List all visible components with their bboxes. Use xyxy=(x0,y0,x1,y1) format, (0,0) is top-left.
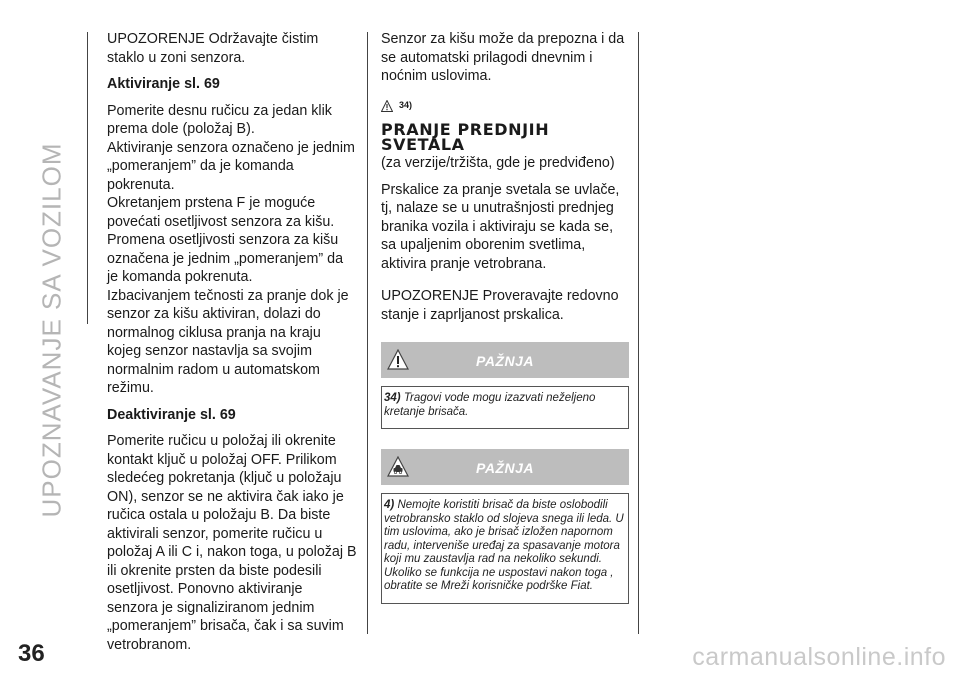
heading-deactivation: Deaktiviranje sl. 69 xyxy=(107,406,236,423)
paragraph: Pomerite desnu ručicu za jedan klik prema dole (položaj B). xyxy=(107,102,332,137)
heading-activation: Aktiviranje sl. 69 xyxy=(107,76,220,92)
warning-triangle-icon xyxy=(381,100,393,112)
section-title: PRANJE PREDNJIH SVETALA xyxy=(381,120,550,154)
page-number: 36 xyxy=(18,640,45,667)
paragraph: Prskalice za pranje svetala se uvlače, tj, nalaze se u unutrašnjosti prednjeg branika vozila i aktiviraju se kada se, sa upaljenim oborenim svetlima, aktivira pranje vetrobrana. xyxy=(381,181,620,272)
watermark: carmanualsonline.info xyxy=(692,643,946,671)
paragraph: Okretanjem prstena F je moguće povećati osetljivost senzora za kišu. Promena osetljivosti senzora za kišu označena je jednim „pomeranjem” da je komanda pokrenuta. xyxy=(107,195,344,285)
warning-note: 34) Tragovi vode mogu izazvati neželjeno kretanje brisača. xyxy=(381,386,629,429)
right-column xyxy=(381,30,629,604)
right-divider xyxy=(638,32,639,634)
paragraph: UPOZORENJE Održavajte čistim staklo u zoni senzora. xyxy=(107,31,319,66)
paragraph: Senzor za kišu može da prepozna i da se automatski prilagodi dnevnim i noćnim uslovima. xyxy=(381,31,625,84)
paragraph: Pomerite ručicu u položaj ili okrenite kontakt ključ u položaj OFF. Prilikom sledećeg pokretanja (ključ u položaju ON), senzor se ne aktivira čak iako je ručica ostala u položaju B. Da biste aktivirali senzor, pomerite ručicu u položaj A ili C i, nakon toga, u položaj B ili okrenite prsten da biste podesili osetljivost. Ponovno aktiviranje senzora je signaliziranom jednim „pomeranjem” brisača, čak i sa suvim vetrobranom. xyxy=(107,433,357,653)
reference-marker: 34) xyxy=(381,96,629,117)
left-column xyxy=(107,30,357,662)
left-divider xyxy=(87,32,88,324)
paragraph: UPOZORENJE Proveravajte redovno stanje i zaprljanost prskalica. xyxy=(381,288,619,323)
paragraph: Aktiviranje senzora označeno je jednim „pomeranjem” da je komanda pokrenuta. xyxy=(107,139,355,193)
warning-band: PAŽNJA xyxy=(381,449,629,485)
warning-band: PAŽNJA xyxy=(381,342,629,378)
warning-note: 4) Nemojte koristiti brisač da biste oslobodili vetrobransko staklo od slojeva snega ili leda. U tim uslovima, ako je brisač izložen napornom radu, interveniše uređaj za spasavanje motora koji mu zaustavlja rad na nekoliko sekundi. Ukoliko se funkcija ne uspostavi nakon toga , obratite se Mreži korisničke podrške Fiat. xyxy=(381,493,629,604)
center-divider xyxy=(367,32,368,634)
paragraph: Izbacivanjem tečnosti za pranje dok je senzor za kišu aktiviran, dolazi do normalnog ciklusa pranja na kraju kojeg senzor nastavlja sa svojim normalnim radom u automatskom režimu. xyxy=(107,287,349,396)
subtitle: (za verzije/tržišta, gde je predviđeno) xyxy=(381,155,615,171)
